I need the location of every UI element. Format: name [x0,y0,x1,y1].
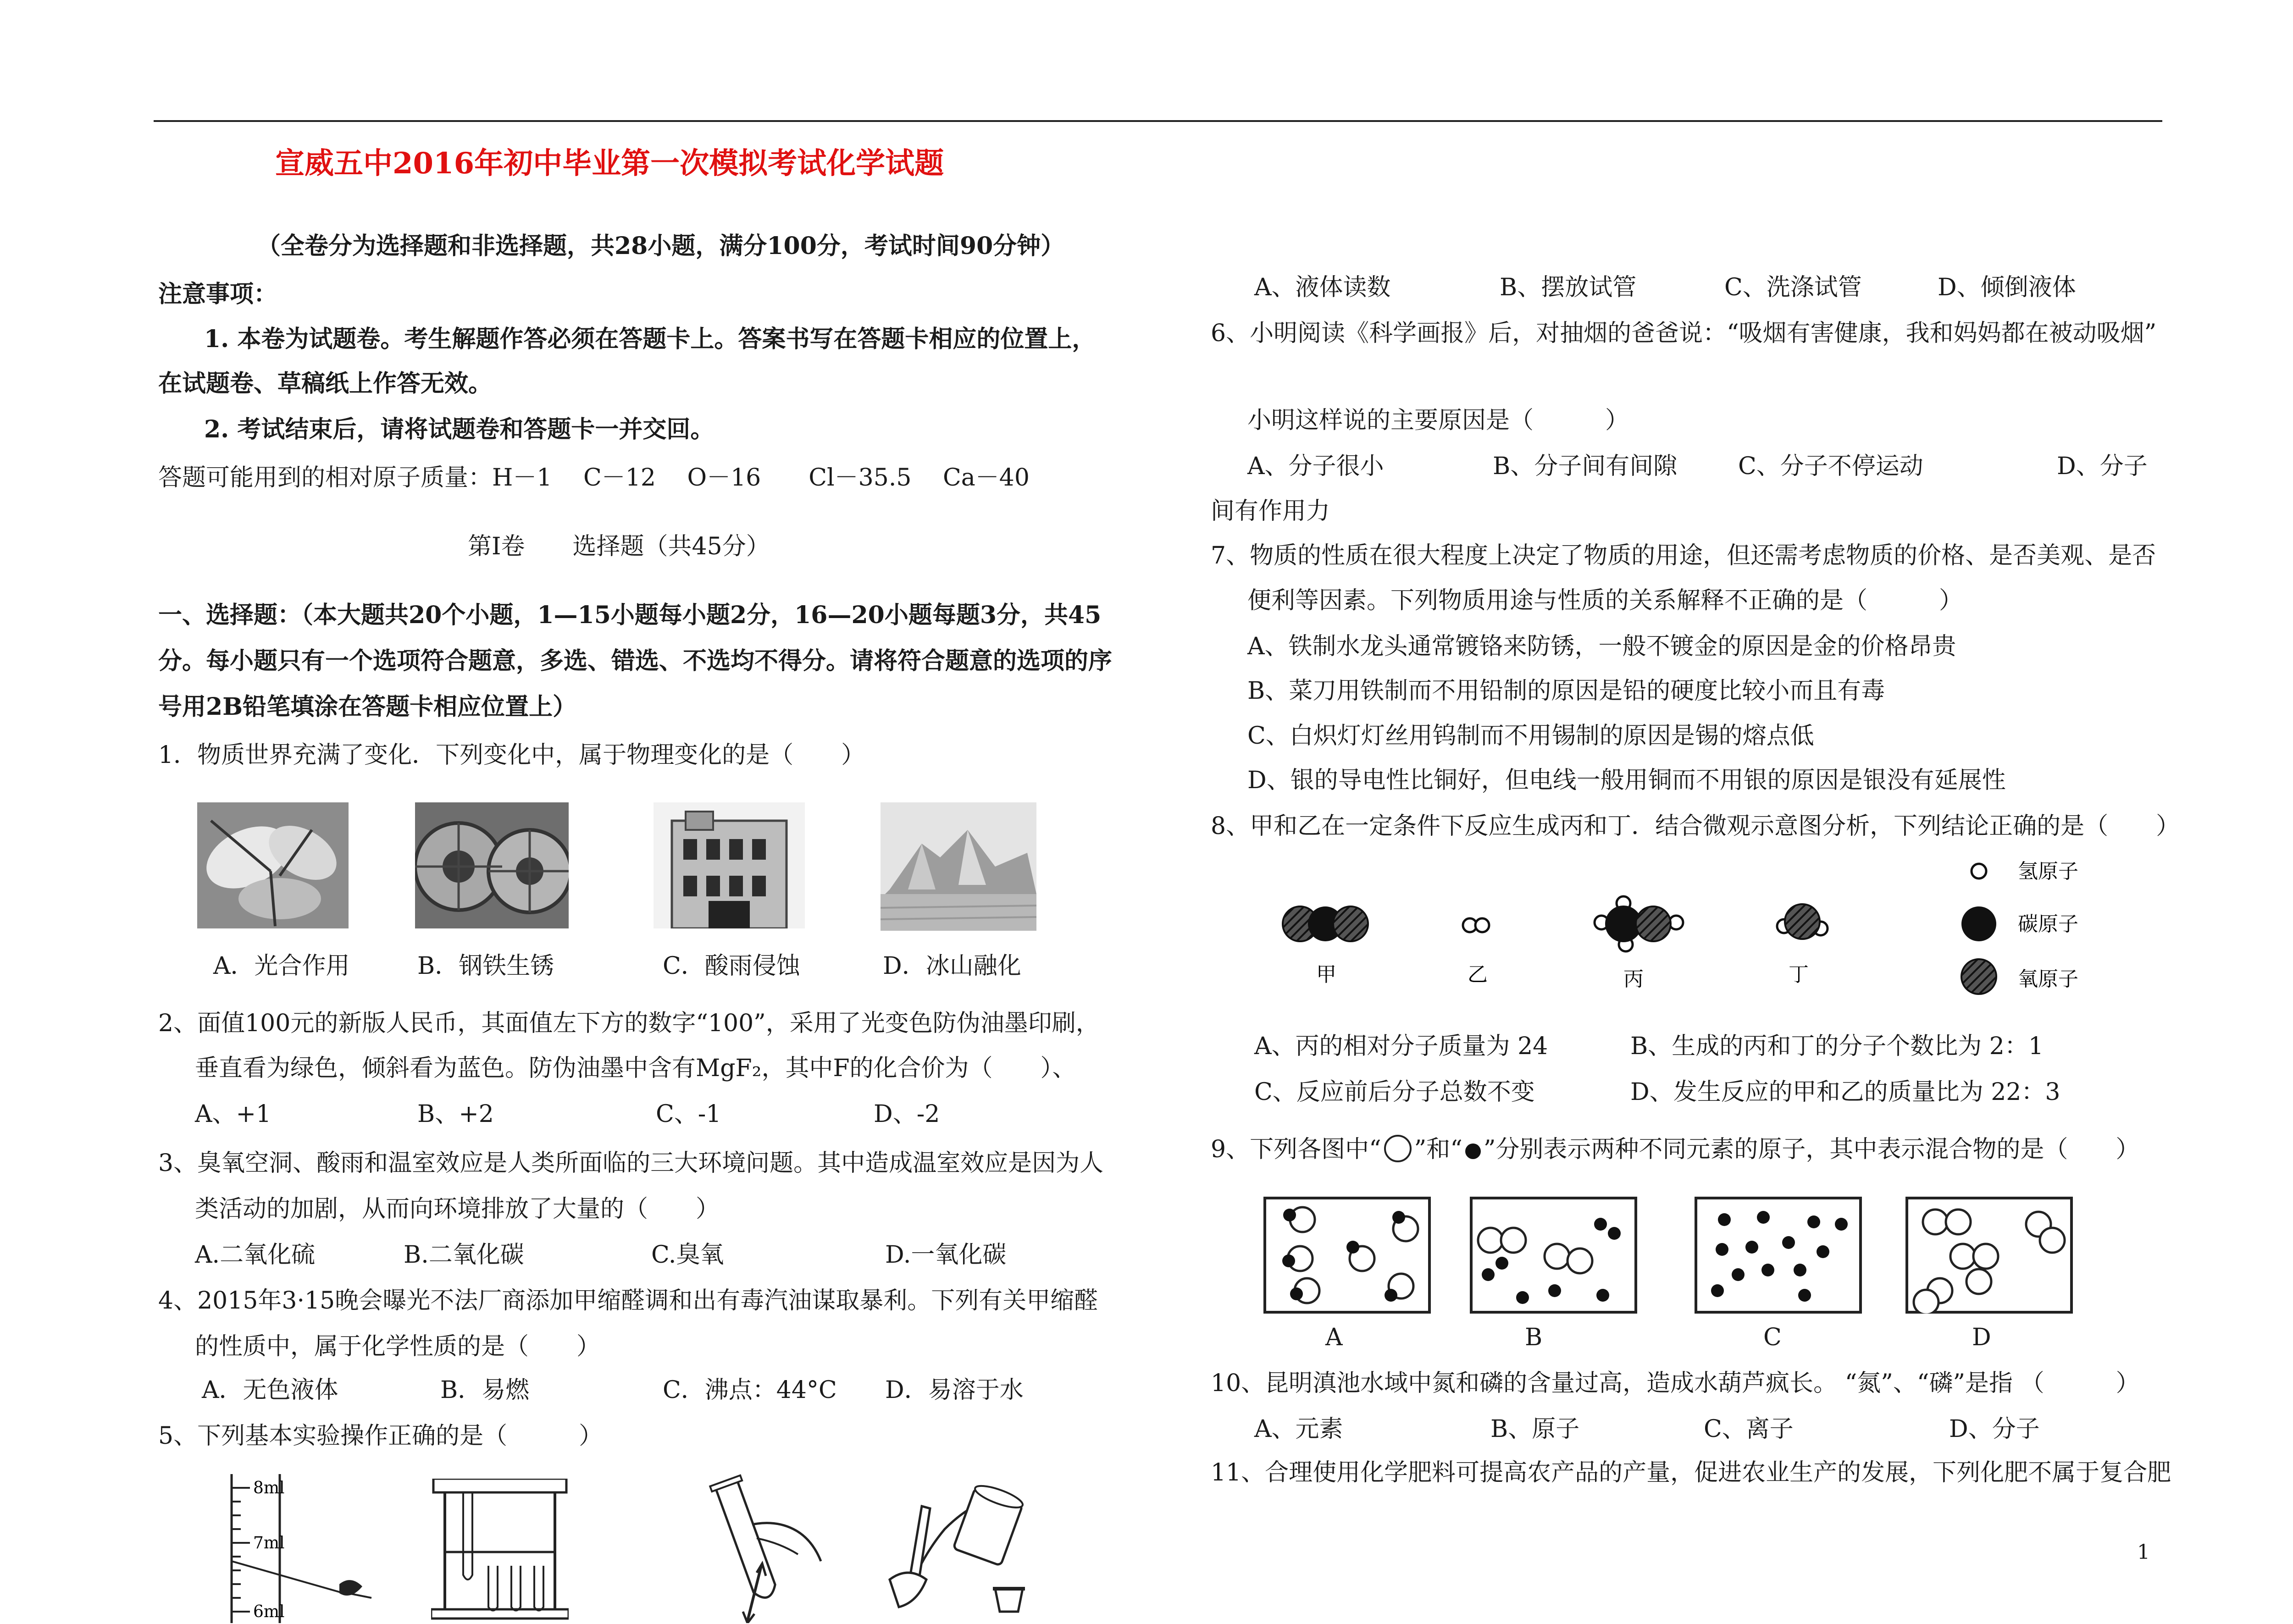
atomic-mass-line: 答题可能用到的相对原子质量：H－1 C－12 O－16 Cl－35.5 Ca－40 [158,464,1030,492]
rusted-steel-image [415,802,569,928]
q3-option-c: C.臭氧 [651,1241,724,1269]
q2-option-c: C、-1 [656,1100,721,1128]
notice-heading: 注意事项： [158,280,278,308]
question-3-line: 类活动的加剧，从而向环境排放了大量的（ ） [195,1195,720,1223]
scale-label: 7ml [253,1534,285,1552]
q6-option-b: B、分子间有间隙 [1493,453,1678,480]
q8-option-d: D、发生反应的甲和乙的质量比为 22：3 [1630,1078,2060,1106]
q5-option-b: B、摆放试管 [1500,274,1637,301]
header-rule [154,120,2162,122]
q4-option-a: A．无色液体 [202,1376,338,1404]
q1-option-a: A．光合作用 [213,952,350,980]
q6-option-a: A、分子很小 [1247,453,1384,480]
q3-option-b: B.二氧化碳 [404,1241,524,1269]
q2-option-b: B、+2 [417,1100,494,1128]
q1-option-b: B．钢铁生锈 [417,952,554,980]
q7-option-b: B、菜刀用铁制而不用铅制的原因是铅的硬度比较小而且有毒 [1247,677,1885,705]
exam-title: 宣威五中2016年初中毕业第一次模拟考试化学试题 [275,146,944,181]
page-number: 1 [2137,1541,2150,1564]
acid-rain-building-image [654,802,805,928]
q4-option-c: C．沸点：44°C [663,1376,837,1404]
q8-option-c: C、反应前后分子总数不变 [1254,1078,1535,1106]
q6-option-c: C、分子不停运动 [1738,453,1923,480]
notice-item: 在试题卷、草稿纸上作答无效。 [158,370,493,398]
q10-option-d: D、分子 [1949,1415,2040,1443]
part-one-instructions: 分。每小题只有一个选项符合题意，多选、错选、不选均不得分。请将符合题意的选项的序 [158,647,1113,675]
q5-option-a: A、液体读数 [1254,274,1391,301]
q6-option-d-wrap: 间有作用力 [1211,497,1330,525]
question-4-line: 的性质中，属于化学性质的是（ ） [195,1333,601,1360]
question-10-stem: 10、昆明滇池水域中氮和磷的含量过高，造成水葫芦疯长。 “氮”、“磷”是指 （ ） [1211,1370,2140,1397]
q1-option-d: D．冰山融化 [883,952,1021,980]
q8-option-a: A、丙的相对分子质量为 24 [1254,1033,1548,1060]
q9-box-c [1695,1197,1862,1314]
question-1-stem: 1．物质世界充满了变化．下列变化中，属于物理变化的是（ ） [158,741,865,769]
notice-item: 1. 本卷为试题卷。考生解题作答必须在答题卡上。答案书写在答题卡相应的位置上， [204,325,1096,353]
q9-box-d [1905,1197,2073,1314]
q5-option-c: C、洗涤试管 [1724,274,1862,301]
molecule-label: 乙 [1468,963,1488,986]
q9-label-b: B [1525,1324,1543,1351]
notice-item: 2. 考试结束后，请将试题卷和答题卡一并交回。 [204,415,714,443]
question-11-stem: 11、合理使用化学肥料可提高农产品的产量，促进农业生产的发展，下列化肥不属于复合肥 [1211,1459,2171,1486]
molecule-label: 丁 [1789,963,1809,986]
q10-option-c: C、离子 [1704,1415,1794,1443]
q10-option-b: B、原子 [1490,1415,1580,1443]
q2-option-d: D、-2 [874,1100,940,1128]
question-6-line: 6、小明阅读《科学画报》后，对抽烟的爸爸说：“吸烟有害健康，我和妈妈都在被动吸烟” [1211,320,2157,347]
q9-label-d: D [1972,1324,1991,1351]
section-title: 第Ⅰ卷 选择题（共45分） [468,533,770,560]
q5-option-d: D、倾倒液体 [1938,274,2076,301]
white-atom-icon [1384,1135,1412,1162]
question-5-stem: 5、下列基本实验操作正确的是（ ） [158,1422,603,1450]
legend-carbon: 碳原子 [2018,912,2078,936]
test-tube-rack-figure [431,1479,569,1621]
q3-option-a: A.二氧化硫 [195,1241,316,1269]
q3-option-d: D.一氧化碳 [885,1241,1007,1269]
legend-oxygen: 氧原子 [2018,967,2078,991]
q9-box-b [1470,1197,1637,1314]
question-2-line: 垂直看为绿色，倾斜看为蓝色。防伪油墨中含有MgF₂，其中F的化合价为（ ）、 [195,1055,1076,1082]
q2-option-a: A、+1 [195,1100,271,1128]
reaction-diagram [1257,853,2197,1004]
q8-option-b: B、生成的丙和丁的分子个数比为 2：1 [1630,1033,2044,1060]
graduated-cylinder-figure [225,1474,376,1623]
legend-hydrogen: 氢原子 [2018,860,2078,883]
melting-iceberg-image [881,802,1036,931]
q10-option-a: A、元素 [1254,1415,1343,1443]
q1-option-c: C．酸雨侵蚀 [663,952,800,980]
scale-label: 6ml [253,1602,285,1621]
black-atom-icon [1465,1143,1481,1159]
part-one-instructions: 号用2B铅笔填涂在答题卡相应位置上） [158,693,577,721]
q6-option-d: D、分子 [2057,453,2148,480]
question-3-line: 3、臭氧空洞、酸雨和温室效应是人类所面临的三大环境问题。其中造成温室效应是因为人 [158,1149,1104,1177]
q7-option-a: A、铁制水龙头通常镀铬来防锈，一般不镀金的原因是金的价格昂贵 [1247,633,1956,660]
q7-option-c: C、白炽灯灯丝用钨制而不用锡制的原因是锡的熔点低 [1247,722,1814,750]
q4-option-b: B．易燃 [440,1376,530,1404]
q9-label-c: C [1763,1324,1782,1351]
question-7-line: 便利等因素。下列物质用途与性质的关系解释不正确的是（ ） [1247,587,1963,614]
question-2-line: 2、面值100元的新版人民币，其面值左下方的数字“100”，采用了光变色防伪油墨印刷， [158,1010,1100,1037]
question-6-line: 小明这样说的主要原因是（ ） [1247,407,1629,434]
q9-box-a [1263,1197,1431,1314]
part-one-instructions: 一、选择题：（本大题共20个小题，1—15小题每小题2分，16—20小题每题3分，共45 [158,601,1102,629]
question-7-line: 7、物质的性质在很大程度上决定了物质的用途，但还需考虑物质的价格、是否美观、是否 [1211,542,2156,569]
molecule-label: 甲 [1316,963,1336,986]
molecule-label: 丙 [1623,967,1644,991]
question-8-stem: 8、甲和乙在一定条件下反应生成丙和丁．结合微观示意图分析，下列结论正确的是（ ） [1211,812,2180,840]
q7-option-d: D、银的导电性比铜好，但电线一般用铜而不用银的原因是银没有延展性 [1247,767,2006,794]
washing-test-tube-figure [688,1474,835,1623]
question-4-line: 4、2015年3·15晚会曝光不法厂商添加甲缩醛调和出有毒汽油谋取暴利。下列有关甲缩醛 [158,1287,1098,1315]
q9-label-a: A [1325,1324,1343,1351]
exam-subtitle: （全卷分为选择题和非选择题，共28小题，满分100分，考试时间90分钟） [257,232,1065,260]
photosynthesis-image [197,802,349,928]
q4-option-d: D．易溶于水 [885,1376,1024,1404]
pouring-liquid-figure [881,1474,1036,1623]
question-9-stem: 9、下列各图中“ ”和“ ”分别表示两种不同元素的原子，其中表示混合物的是（ ） [1211,1136,2140,1163]
scale-label: 8ml [253,1479,285,1497]
